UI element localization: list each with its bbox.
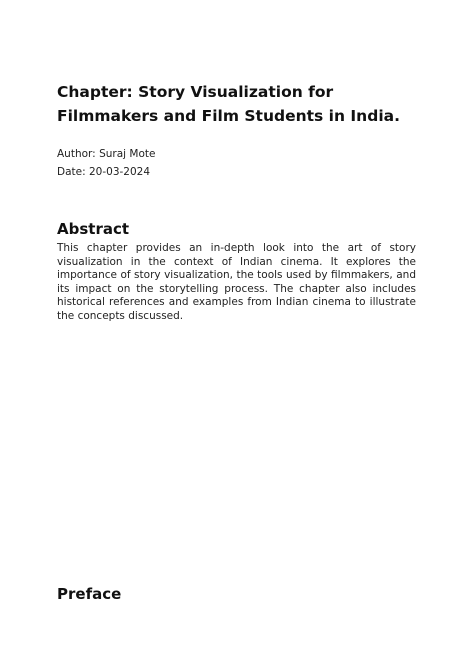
date-line (57, 165, 150, 179)
author-label: Author: (57, 148, 96, 160)
abstract-heading: Abstract (57, 220, 130, 238)
date-label: Date: (57, 166, 86, 178)
date-value: 20-03-2024 (88, 166, 151, 178)
preface-heading: Preface (57, 585, 122, 603)
author-name: Suraj Mote (99, 148, 156, 160)
abstract-body: This chapter provides an in-depth look into the art of story visualization in the context of Indian cinema. It explores the importance of story visualization, the tools used by filmmakers, and its impact on the storytelling process. The chapter also includes historical references and examples from Indian cinema to illustrate the concepts discussed. (57, 242, 416, 322)
author-line (57, 147, 155, 161)
chapter-title: Chapter: Story Visualization for Filmmakers and Film Students in India. (57, 83, 400, 125)
